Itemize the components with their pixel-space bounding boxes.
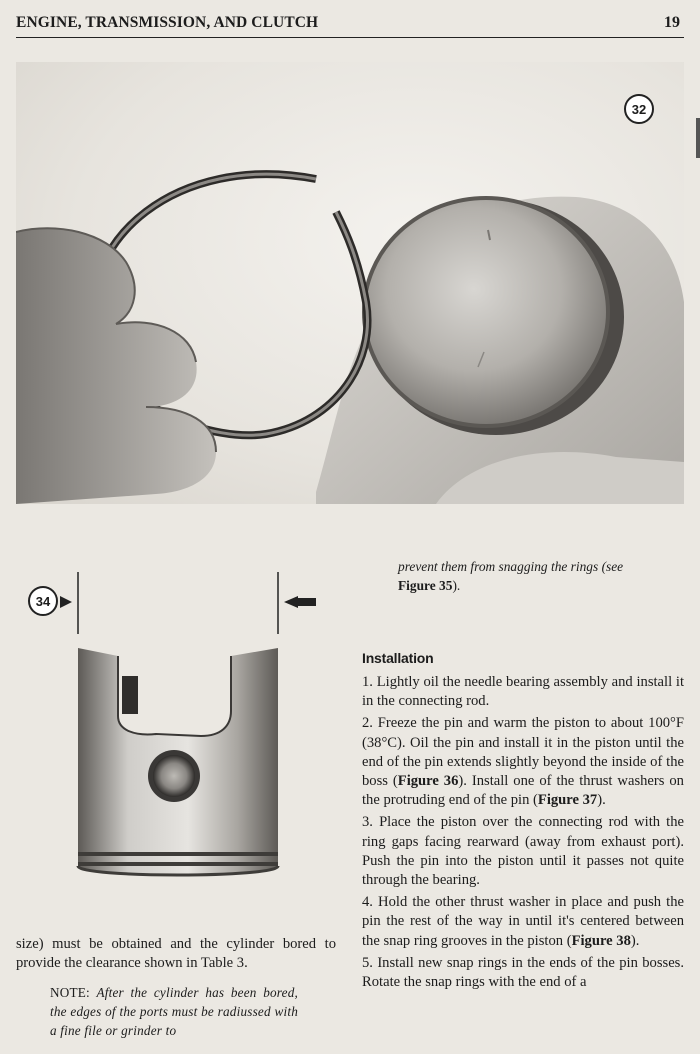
figure-32-badge: 32 bbox=[624, 94, 654, 124]
continued-note: prevent them from snagging the rings (see Figure 35). bbox=[398, 559, 624, 594]
step-text: Hold the other thrust washer in place and push the pin the rest of the way in until it's centered between the snap ring grooves in the piston ( bbox=[362, 894, 685, 949]
figure-ref: Figure 37 bbox=[537, 792, 598, 809]
step-text: ). bbox=[630, 932, 640, 949]
step-number: 5. bbox=[362, 954, 378, 971]
figure-ref: Figure 36 bbox=[397, 773, 459, 790]
step-text: ). bbox=[597, 792, 606, 809]
step-number: 3. bbox=[362, 814, 380, 831]
page-header bbox=[16, 8, 684, 38]
installation-steps bbox=[362, 673, 684, 995]
step-text: Place the piston over the connecting rod with the ring gaps facing rearward (away from exhaust port). Push the pin into the piston until it passes not quite through the bearing. bbox=[362, 814, 685, 889]
note-text: After the cylinder has been bored, the edges of the ports must be radiussed with a fine file or grinder to bbox=[50, 985, 298, 1038]
note-label: NOTE: bbox=[50, 985, 90, 1000]
left-paragraph: size) must be obtained and the cylinder bored to provide the clearance shown in Table 3. bbox=[16, 936, 336, 972]
piston-ring-illustration bbox=[16, 62, 684, 504]
figure-34-badge: 34 bbox=[28, 586, 58, 616]
step-number: 1. bbox=[362, 674, 377, 690]
installation-step bbox=[362, 673, 684, 711]
installation-step bbox=[362, 813, 684, 890]
page-number: 19 bbox=[664, 14, 680, 31]
figure-32-photo bbox=[16, 62, 684, 504]
figure-34-photo bbox=[16, 566, 336, 918]
installation-heading: Installation bbox=[362, 650, 434, 666]
step-number: 4. bbox=[362, 894, 379, 911]
installation-step bbox=[362, 954, 684, 992]
step-text: Install new snap rings in the ends of the pin bosses. Rotate the snap rings with the end of a bbox=[362, 954, 684, 991]
installation-step bbox=[362, 714, 684, 810]
page-edge-tab bbox=[696, 118, 700, 158]
installation-step bbox=[362, 893, 684, 951]
figure-35-ref: Figure 35 bbox=[398, 578, 453, 594]
port-note bbox=[50, 983, 298, 1040]
step-text: Freeze the pin and warm the piston to about 100°F (38°C). Oil the pin and install it in the piston until the end of the pin extends slightly beyond the inside of the boss ( bbox=[362, 715, 685, 790]
step-number: 2. bbox=[362, 715, 378, 732]
step-text: Lightly oil the needle bearing assembly and install it in the connecting rod. bbox=[362, 674, 685, 710]
figure-ref: Figure 38 bbox=[571, 932, 631, 949]
step-text: ). Install one of the thrust washers on the protruding end of the pin ( bbox=[362, 773, 684, 809]
piston-port-illustration bbox=[16, 566, 336, 918]
chapter-title: ENGINE, TRANSMISSION, AND CLUTCH bbox=[16, 14, 319, 31]
